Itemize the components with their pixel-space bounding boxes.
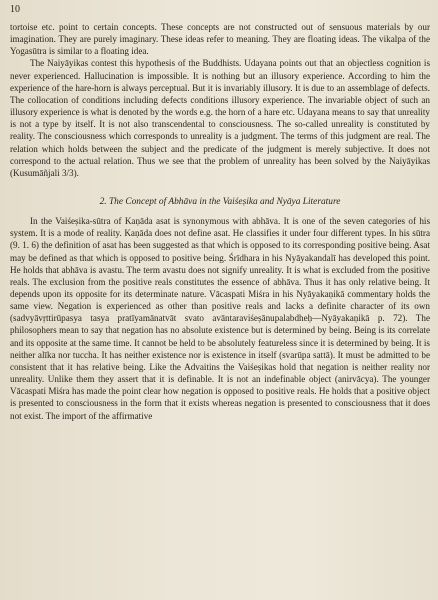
paragraph-vaisesika: In the Vaiśeṣika-sūtra of Kaṇāda asat is synonymous with abhāva. It is one of the seven categories of his system. It is a mode of reality. Kaṇāda does not define asat. He classifies it under four different types. In his sūtra (9. 1. 6) the definition of asat has been suggested as that which is opposed to its corresponding positive being. Asat may be defined as that which is opposed to positive being. Śrīdhara in his Nyāyakandalī has developed this point. He holds that abhāva is avastu. The term avastu does not signify unreality. It is what is excluded from the positive reals. The exclusion from the positive reals constitutes the essence of abhāva. Thus it has only relative being. It depends upon its opposite for its determinate nature. Vācaspati Miśra in his Nyāyakaṇikā commentary holds the same view. Negation is experienced as other than positive reals and lacks a definite character of its own (sadvyāvṛttirūpasya tasya pratīyamānatvāt svato avāntaraviśeṣānupalabdheḥ—Nyāyakaṇikā p. 72). The philosophers mean to say that negation has no absolute existence but is determined by being. Being is its correlate and its opposite at the same time. It cannot be held to be absolutely featureless since it is determined by being. It is neither alīka nor tuccha. It has neither existence nor is existence in itself (svarūpa sattā). It must be admitted to be consistent that it has relative being. Like the Advaitins the Vaiśeṣikas hold that negation is neither reality nor unreality. Unlike them they assert that it is definable. It is not an indefinable object (anirvācya). The younger Vācaspati Miśra has made the point clear how negation is opposed to positive reals. He holds that a positive object is presented to consciousness in the form that it exists whereas negation is presented to consciousness that it does not exist. The import of the affirmative xyxy=(10,216,430,421)
paragraph-naiyayikas: The Naiyāyikas contest this hypothesis of the Buddhists. Udayana points out that an objectless cognition is never experienced. Hallucination is impossible. It is nothing but an illusory experience. According to him the experience of the hare-horn is always perceptual. But it is invariably illusory. It is due to an assemblage of defects. The collocation of conditions including defects conditions illusory experience. The invariable object of such an illusory experience is what is denoted by the words e.g. the horn of a hare etc. Udayana means to say that unreality is not a type by itself. It is not also transcendental to consciousness. The so-called unreality is constituted by reality. The consciousness which corresponds to unreality is a judgment. The terms of this judgment are real. The relation which holds between the subject and the predicate of the judgment is merely subjective. It does not correspond to the actual relation. Thus we see that the problem of unreality has been solved by the Naiyāyikas (Kusumāñjali 3/3). xyxy=(10,58,430,178)
paragraph-continuation: tortoise etc. point to certain concepts. These concepts are not constructed out of sensuous materials by our imagination. They are purely imaginary. These ideas refer to meaning. They are floating ideas. The vikalpa of the Yogasūtra is similar to a floating idea. xyxy=(10,22,430,57)
page-number: 10 xyxy=(10,4,20,15)
section-heading: 2. The Concept of Abhāva in the Vaiśeṣika and Nyāya Literature xyxy=(99,197,341,208)
